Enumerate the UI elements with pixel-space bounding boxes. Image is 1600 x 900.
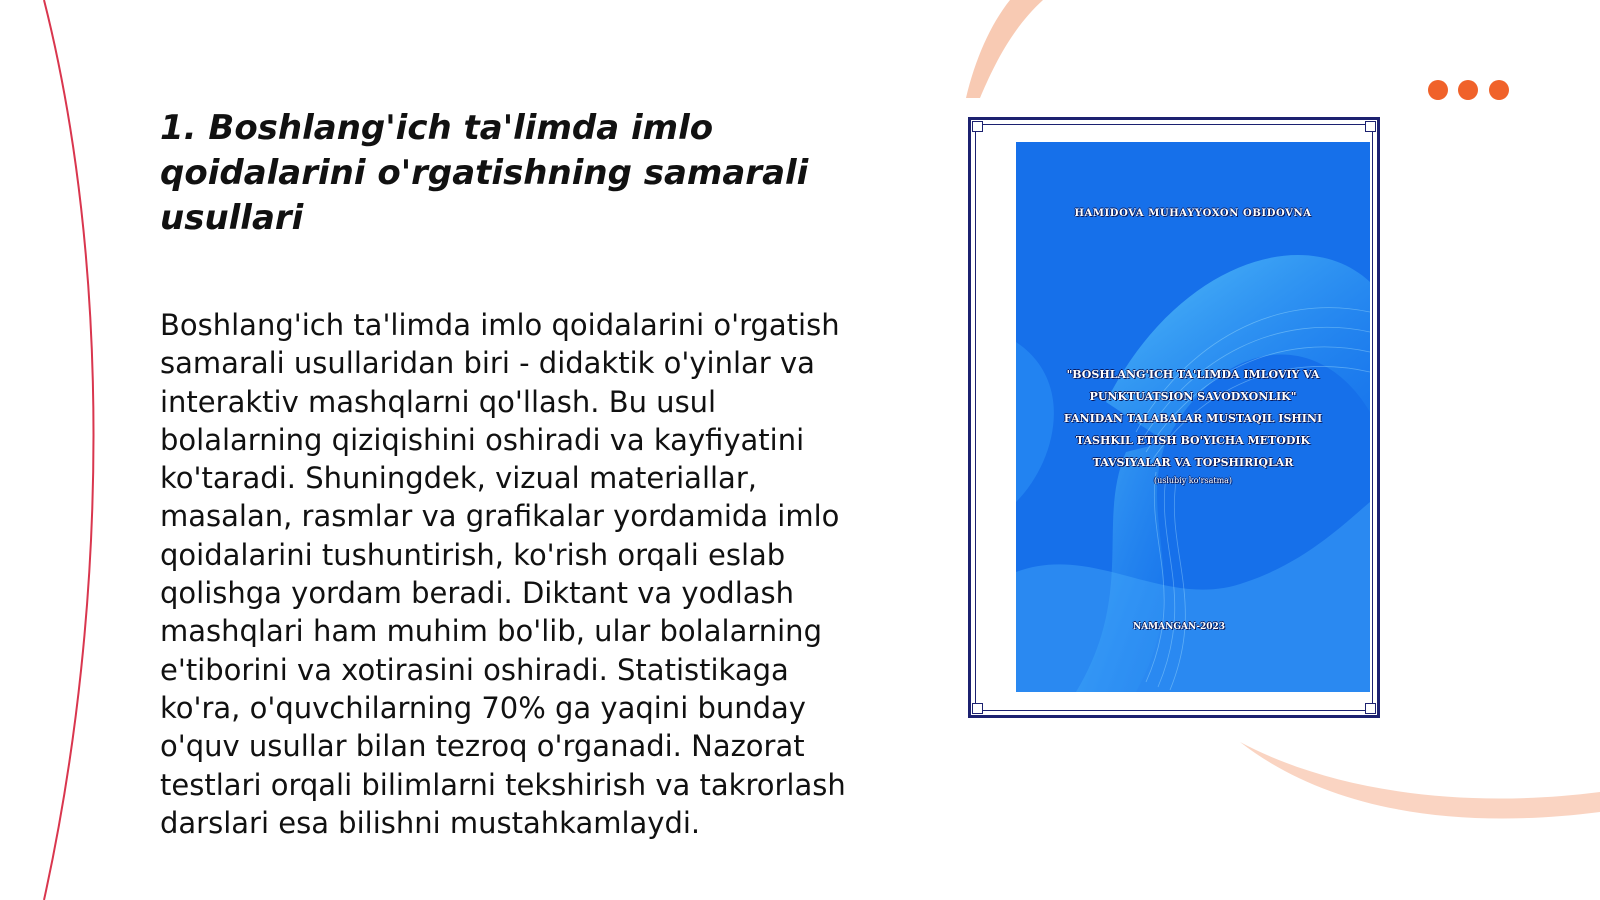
cover-title: "BOSHLANG'ICH TA'LIMDA IMLOVIY VA PUNKTUATSION SAVODXONLIK" FANIDAN TALABALAR MUSTAQIL ISHINI TASHKIL ETISH BO'YICHA METODIK TAVSIYALAR VA TOPSHIRIQLAR <box>1063 368 1323 469</box>
bottom-arc-decoration <box>1240 742 1600 819</box>
top-arc-decoration <box>966 0 1043 98</box>
slide-title: 1. Boshlang'ich ta'limda imlo qoidalarini o'rgatishning samarali usullari <box>160 108 809 238</box>
three-dots-decoration <box>1428 80 1516 100</box>
cover-author: HAMIDOVA MUHAYYOXON OBIDOVNA <box>1074 208 1312 219</box>
cover-city-year: NAMANGAN-2023 <box>1132 622 1226 632</box>
dot-icon <box>1428 80 1448 100</box>
frame-corner <box>972 703 983 714</box>
slide-body-text: Boshlang'ich ta'limda imlo qoidalarini o'rgatish samarali usullaridan biri - didaktik o'yinlar va interaktiv mashqlarni qo'llash. Bu usul bolalarning qiziqishini oshiradi va kayfiyatini ko'taradi. Shuningdek, vizual materiallar, masalan, rasmlar va grafikalar yordamida imlo qoidalarini tushuntirish, ko'rish orqali eslab qolishga yordam beradi. Diktant va yodlash mashqlari ham muhim bo'lib, ular bolalarning e'tiborini va xotirasini oshiradi. Statistikaga ko'ra, o'quvchilarning 70% ga yaqini bunday o'quv usullar bilan tezroq o'rganadi. Nazorat testlari orqali bilimlarni tekshirish va takrorlash darslari esa bilishni mustahkamlaydi. <box>160 308 846 840</box>
dot-icon <box>1458 80 1478 100</box>
book-cover <box>1016 142 1370 692</box>
book-cover-image <box>968 117 1380 718</box>
left-curve-decoration <box>44 0 94 900</box>
frame-corner <box>1365 703 1376 714</box>
dot-icon <box>1489 80 1509 100</box>
cover-subtitle: (uslubiy ko'rsatma) <box>1153 476 1233 485</box>
frame-corner <box>1365 121 1376 132</box>
frame-corner <box>972 121 983 132</box>
